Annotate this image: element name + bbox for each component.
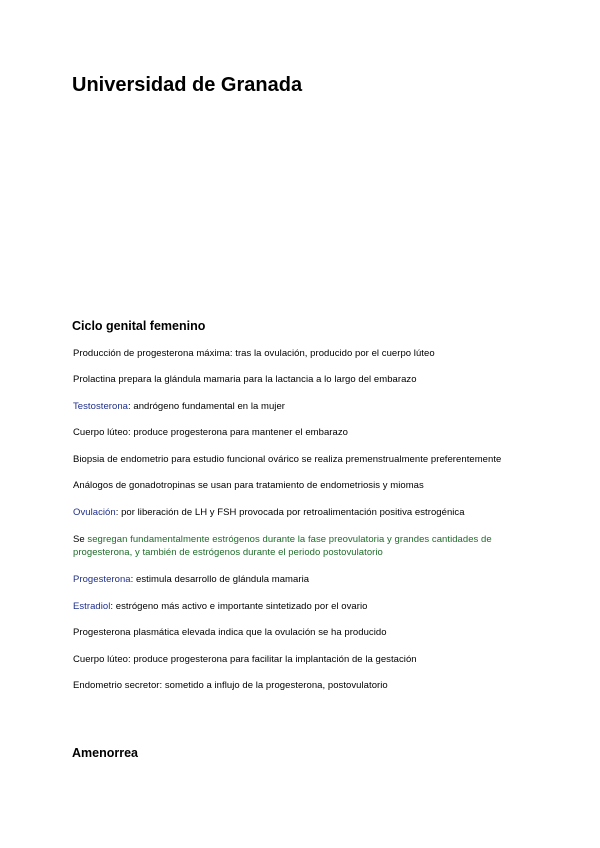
item-term: Ovulación	[73, 507, 116, 518]
list-item	[73, 653, 553, 666]
item-term: Progesterona	[73, 574, 131, 585]
list-item	[73, 573, 553, 586]
item-text: : por liberación de LH y FSH provocada por retroalimentación positiva estrogénica	[115, 507, 465, 518]
item-text: Prolactina prepara la glándula mamaria para la lactancia a lo largo del embarazo	[73, 374, 417, 385]
item-term: Testosterona	[73, 401, 128, 412]
item-lead: Se	[73, 534, 88, 545]
item-text: : estrógeno más activo e importante sintetizado por el ovario	[110, 601, 368, 612]
section-heading-ciclo-genital: Ciclo genital femenino	[72, 319, 206, 333]
item-text: Análogos de gonadotropinas se usan para tratamiento de endometriosis y miomas	[73, 480, 424, 491]
list-item	[73, 426, 553, 439]
item-text: Biopsia de endometrio para estudio funcional ovárico se realiza premenstrualmente preferentemente	[73, 454, 502, 465]
list-item	[73, 347, 553, 360]
list-item	[73, 533, 533, 559]
list-item	[73, 479, 553, 492]
list-item	[73, 679, 553, 692]
item-text: : estimula desarrollo de glándula mamaria	[130, 574, 310, 585]
item-text-highlight: segregan fundamentalmente estrógenos durante la fase preovulatoria y grandes cantidades de progesterona, y también de estrógenos durante el periodo postovulatorio	[73, 534, 492, 558]
list-item	[73, 626, 553, 639]
item-text: Cuerpo lúteo: produce progesterona para mantener el embarazo	[73, 427, 348, 438]
item-term: Estradiol	[73, 601, 111, 612]
item-text: : andrógeno fundamental en la mujer	[128, 401, 286, 412]
list-item	[73, 373, 553, 386]
item-text: Progesterona plasmática elevada indica que la ovulación se ha producido	[73, 627, 387, 638]
item-text: Cuerpo lúteo: produce progesterona para facilitar la implantación de la gestación	[73, 654, 417, 665]
item-text: Producción de progesterona máxima: tras la ovulación, producido por el cuerpo lúteo	[73, 348, 435, 359]
item-text: Endometrio secretor: sometido a influjo de la progesterona, postovulatorio	[73, 680, 388, 691]
section-heading-amenorrea: Amenorrea	[72, 746, 138, 760]
document-title: Universidad de Granada	[72, 74, 303, 96]
list-item	[73, 453, 553, 466]
list-item	[73, 600, 553, 613]
list-item	[73, 506, 553, 519]
list-item	[73, 400, 553, 413]
